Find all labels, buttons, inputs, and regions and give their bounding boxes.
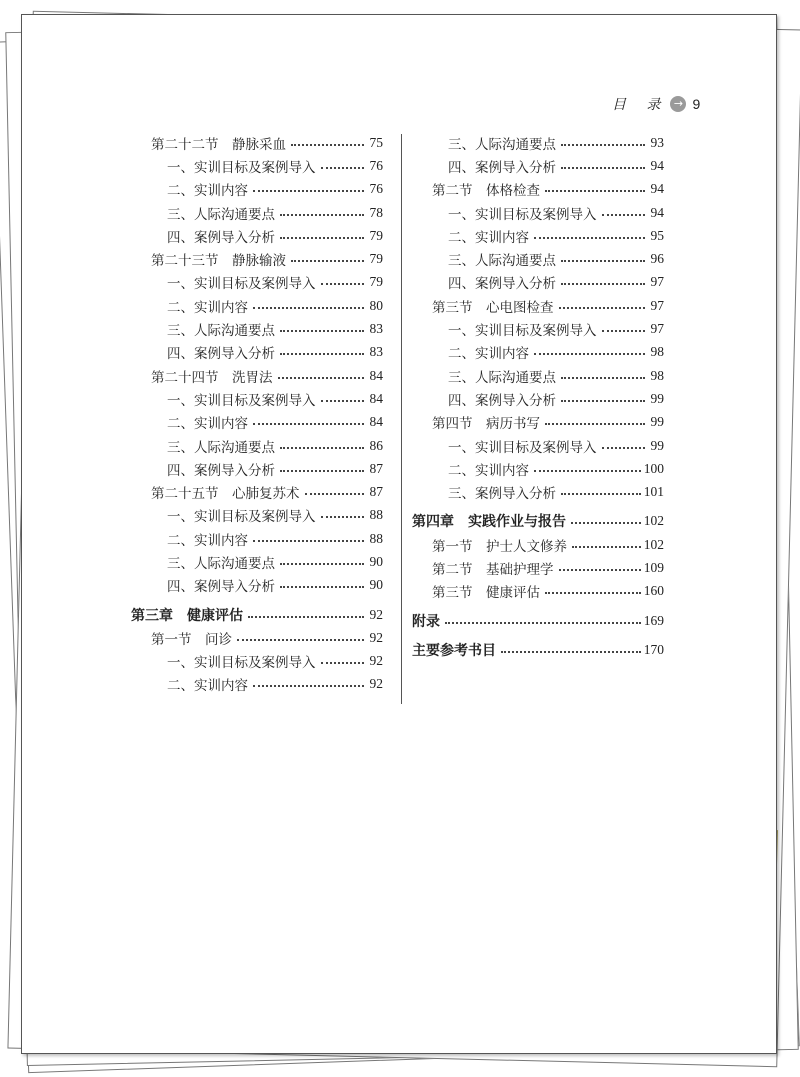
dot-leader xyxy=(280,214,364,216)
entry-title: 四、案例导入分析 xyxy=(448,276,556,293)
toc-section-entry[interactable] xyxy=(412,556,664,579)
dot-leader xyxy=(253,307,364,309)
entry-page-number: 92 xyxy=(369,653,383,669)
entry-page-number: 102 xyxy=(643,513,664,529)
toc-item-entry[interactable] xyxy=(131,504,383,527)
entry-page-number: 84 xyxy=(369,367,383,383)
entry-page-number: 99 xyxy=(650,390,664,406)
dot-leader xyxy=(280,447,364,449)
dot-leader xyxy=(253,423,364,425)
entry-title: 主要参考书目 xyxy=(412,642,496,659)
dot-leader xyxy=(445,622,641,624)
entry-title: 二、实训内容 xyxy=(167,532,248,549)
dot-leader xyxy=(572,546,641,548)
entry-title: 二、实训内容 xyxy=(448,229,529,246)
dot-leader xyxy=(280,563,364,565)
entry-page-number: 94 xyxy=(650,181,664,197)
dot-leader xyxy=(321,283,365,285)
dot-leader xyxy=(248,616,364,618)
entry-title: 一、实训目标及案例导入 xyxy=(448,206,597,223)
toc-chapter-entry[interactable] xyxy=(131,603,383,626)
entry-page-number: 87 xyxy=(369,460,383,476)
toc-column-right xyxy=(412,131,664,662)
entry-title: 第二十三节 静脉输液 xyxy=(151,253,286,270)
dot-leader xyxy=(561,260,645,262)
entry-page-number: 102 xyxy=(643,536,664,552)
toc-item-entry[interactable] xyxy=(131,294,383,317)
entry-title: 附录 xyxy=(412,613,440,630)
entry-title: 四、案例导入分析 xyxy=(167,462,275,479)
toc-item-entry[interactable] xyxy=(131,650,383,673)
entry-title: 第二十五节 心肺复苏术 xyxy=(151,486,300,503)
dot-leader xyxy=(545,423,645,425)
entry-title: 三、人际沟通要点 xyxy=(167,439,275,456)
toc-item-entry[interactable] xyxy=(412,154,664,177)
dot-leader xyxy=(545,190,645,192)
dot-leader xyxy=(321,167,365,169)
toc-section-entry[interactable] xyxy=(412,294,664,317)
dot-leader xyxy=(501,651,641,653)
entry-title: 三、案例导入分析 xyxy=(448,486,556,503)
toc-item-entry[interactable] xyxy=(412,480,664,503)
entry-title: 二、实训内容 xyxy=(167,416,248,433)
entry-page-number: 84 xyxy=(369,390,383,406)
dot-leader xyxy=(545,592,641,594)
toc-section-entry[interactable] xyxy=(412,533,664,556)
entry-page-number: 97 xyxy=(650,321,664,337)
entry-title: 一、实训目标及案例导入 xyxy=(448,439,597,456)
toc-item-entry[interactable] xyxy=(131,317,383,340)
header-title: 目 录 xyxy=(612,97,669,113)
entry-title: 四、案例导入分析 xyxy=(448,159,556,176)
toc-item-entry[interactable] xyxy=(131,271,383,294)
entry-title: 一、实训目标及案例导入 xyxy=(167,509,316,526)
toc-item-entry[interactable] xyxy=(131,201,383,224)
entry-title: 第四章 实践作业与报告 xyxy=(412,514,566,531)
toc-item-entry[interactable] xyxy=(131,341,383,364)
entry-title: 二、实训内容 xyxy=(167,678,248,695)
dot-leader xyxy=(561,400,645,402)
entry-page-number: 101 xyxy=(643,484,664,500)
entry-title: 第三章 健康评估 xyxy=(131,607,243,624)
toc-chapter-entry[interactable] xyxy=(412,638,664,661)
entry-page-number: 88 xyxy=(369,530,383,546)
entry-title: 四、案例导入分析 xyxy=(448,392,556,409)
dot-leader xyxy=(602,214,646,216)
entry-title: 二、实训内容 xyxy=(448,346,529,363)
entry-page-number: 86 xyxy=(369,437,383,453)
entry-page-number: 88 xyxy=(369,507,383,523)
toc-item-entry[interactable] xyxy=(131,574,383,597)
entry-title: 第一节 护士人文修养 xyxy=(432,538,567,555)
page-header xyxy=(612,94,700,114)
dot-leader xyxy=(278,377,365,379)
entry-page-number: 80 xyxy=(369,297,383,313)
toc-item-entry[interactable] xyxy=(412,271,664,294)
entry-title: 第二十二节 静脉采血 xyxy=(151,136,286,153)
toc-column-left xyxy=(131,131,383,696)
entry-title: 一、实训目标及案例导入 xyxy=(167,655,316,672)
entry-page-number: 83 xyxy=(369,321,383,337)
entry-title: 二、实训内容 xyxy=(167,183,248,200)
entry-title: 一、实训目标及案例导入 xyxy=(448,323,597,340)
toc-section-entry[interactable] xyxy=(131,626,383,649)
toc-item-entry[interactable] xyxy=(412,247,664,270)
toc-chapter-entry[interactable] xyxy=(412,609,664,632)
entry-page-number: 78 xyxy=(369,204,383,220)
toc-item-entry[interactable] xyxy=(412,457,664,480)
entry-title: 二、实训内容 xyxy=(448,462,529,479)
dot-leader xyxy=(602,447,646,449)
dot-leader xyxy=(561,283,645,285)
dot-leader xyxy=(253,190,364,192)
dot-leader xyxy=(534,353,645,355)
dot-leader xyxy=(559,307,646,309)
entry-page-number: 75 xyxy=(369,134,383,150)
entry-page-number: 90 xyxy=(369,577,383,593)
entry-title: 三、人际沟通要点 xyxy=(448,136,556,153)
entry-page-number: 170 xyxy=(643,641,664,657)
dot-leader xyxy=(561,493,641,495)
entry-title: 三、人际沟通要点 xyxy=(448,253,556,270)
entry-page-number: 94 xyxy=(650,204,664,220)
entry-page-number: 94 xyxy=(650,157,664,173)
toc-item-entry[interactable] xyxy=(412,387,664,410)
dot-leader xyxy=(534,470,641,472)
dot-leader xyxy=(280,237,364,239)
entry-title: 第二十四节 洗胃法 xyxy=(151,369,273,386)
entry-title: 四、案例导入分析 xyxy=(167,579,275,596)
toc-section-entry[interactable] xyxy=(131,247,383,270)
entry-title: 第一节 问诊 xyxy=(151,631,232,648)
dot-leader xyxy=(321,516,365,518)
toc-section-entry[interactable] xyxy=(131,364,383,387)
entry-title: 三、人际沟通要点 xyxy=(167,555,275,572)
entry-title: 第三节 健康评估 xyxy=(432,585,540,602)
entry-page-number: 98 xyxy=(650,367,664,383)
entry-page-number: 76 xyxy=(369,157,383,173)
toc-section-entry[interactable] xyxy=(131,131,383,154)
entry-page-number: 99 xyxy=(650,414,664,430)
entry-page-number: 79 xyxy=(369,227,383,243)
dot-leader xyxy=(321,662,365,664)
toc-section-entry[interactable] xyxy=(412,178,664,201)
dot-leader xyxy=(253,685,364,687)
entry-title: 第二节 体格检查 xyxy=(432,183,540,200)
dot-leader xyxy=(291,144,364,146)
entry-title: 四、案例导入分析 xyxy=(167,346,275,363)
toc-item-entry[interactable] xyxy=(131,411,383,434)
entry-page-number: 87 xyxy=(369,484,383,500)
dot-leader xyxy=(561,144,645,146)
toc-chapter-entry[interactable] xyxy=(412,510,664,533)
entry-page-number: 160 xyxy=(643,583,664,599)
dot-leader xyxy=(561,167,645,169)
entry-page-number: 79 xyxy=(369,274,383,290)
entry-page-number: 169 xyxy=(643,612,664,628)
entry-page-number: 99 xyxy=(650,437,664,453)
entry-page-number: 95 xyxy=(650,227,664,243)
entry-page-number: 98 xyxy=(650,344,664,360)
dot-leader xyxy=(602,330,646,332)
dot-leader xyxy=(280,353,364,355)
arrow-icon: → xyxy=(670,96,686,112)
entry-title: 第四节 病历书写 xyxy=(432,416,540,433)
toc-item-entry[interactable] xyxy=(131,434,383,457)
entry-page-number: 76 xyxy=(369,181,383,197)
entry-page-number: 93 xyxy=(650,134,664,150)
entry-page-number: 92 xyxy=(369,629,383,645)
entry-page-number: 100 xyxy=(643,460,664,476)
entry-title: 三、人际沟通要点 xyxy=(167,323,275,340)
toc-item-entry[interactable] xyxy=(412,341,664,364)
toc-section-entry[interactable] xyxy=(412,411,664,434)
entry-page-number: 92 xyxy=(369,676,383,692)
entry-title: 一、实训目标及案例导入 xyxy=(167,392,316,409)
dot-leader xyxy=(561,377,645,379)
entry-page-number: 97 xyxy=(650,297,664,313)
toc-item-entry[interactable] xyxy=(131,387,383,410)
entry-title: 三、人际沟通要点 xyxy=(167,206,275,223)
dot-leader xyxy=(291,260,364,262)
toc-item-entry[interactable] xyxy=(412,131,664,154)
entry-title: 三、人际沟通要点 xyxy=(448,369,556,386)
entry-page-number: 84 xyxy=(369,414,383,430)
toc-item-entry[interactable] xyxy=(412,364,664,387)
dot-leader xyxy=(559,569,641,571)
entry-title: 第二节 基础护理学 xyxy=(432,561,554,578)
toc-item-entry[interactable] xyxy=(412,201,664,224)
toc-item-entry[interactable] xyxy=(131,224,383,247)
toc-item-entry[interactable] xyxy=(131,550,383,573)
toc-section-entry[interactable] xyxy=(412,580,664,603)
toc-item-entry[interactable] xyxy=(412,224,664,247)
entry-page-number: 92 xyxy=(369,606,383,622)
entry-title: 第三节 心电图检查 xyxy=(432,299,554,316)
page-number: 9 xyxy=(692,96,701,112)
toc-item-entry[interactable] xyxy=(131,178,383,201)
dot-leader xyxy=(253,540,364,542)
entry-page-number: 96 xyxy=(650,251,664,267)
dot-leader xyxy=(280,470,364,472)
dot-leader xyxy=(237,639,364,641)
toc-item-entry[interactable] xyxy=(131,527,383,550)
toc-item-entry[interactable] xyxy=(131,154,383,177)
entry-title: 四、案例导入分析 xyxy=(167,229,275,246)
dot-leader xyxy=(321,400,365,402)
entry-page-number: 90 xyxy=(369,553,383,569)
toc-item-entry[interactable] xyxy=(412,434,664,457)
dot-leader xyxy=(280,330,364,332)
entry-page-number: 83 xyxy=(369,344,383,360)
toc-item-entry[interactable] xyxy=(131,673,383,696)
dot-leader xyxy=(534,237,645,239)
dot-leader xyxy=(571,522,641,524)
entry-title: 二、实训内容 xyxy=(167,299,248,316)
entry-page-number: 97 xyxy=(650,274,664,290)
dot-leader xyxy=(280,586,364,588)
entry-title: 一、实训目标及案例导入 xyxy=(167,159,316,176)
column-divider xyxy=(401,134,402,704)
entry-title: 一、实训目标及案例导入 xyxy=(167,276,316,293)
entry-page-number: 109 xyxy=(643,559,664,575)
dot-leader xyxy=(305,493,365,495)
toc-item-entry[interactable] xyxy=(412,317,664,340)
toc-section-entry[interactable] xyxy=(131,480,383,503)
toc-item-entry[interactable] xyxy=(131,457,383,480)
entry-page-number: 79 xyxy=(369,251,383,267)
